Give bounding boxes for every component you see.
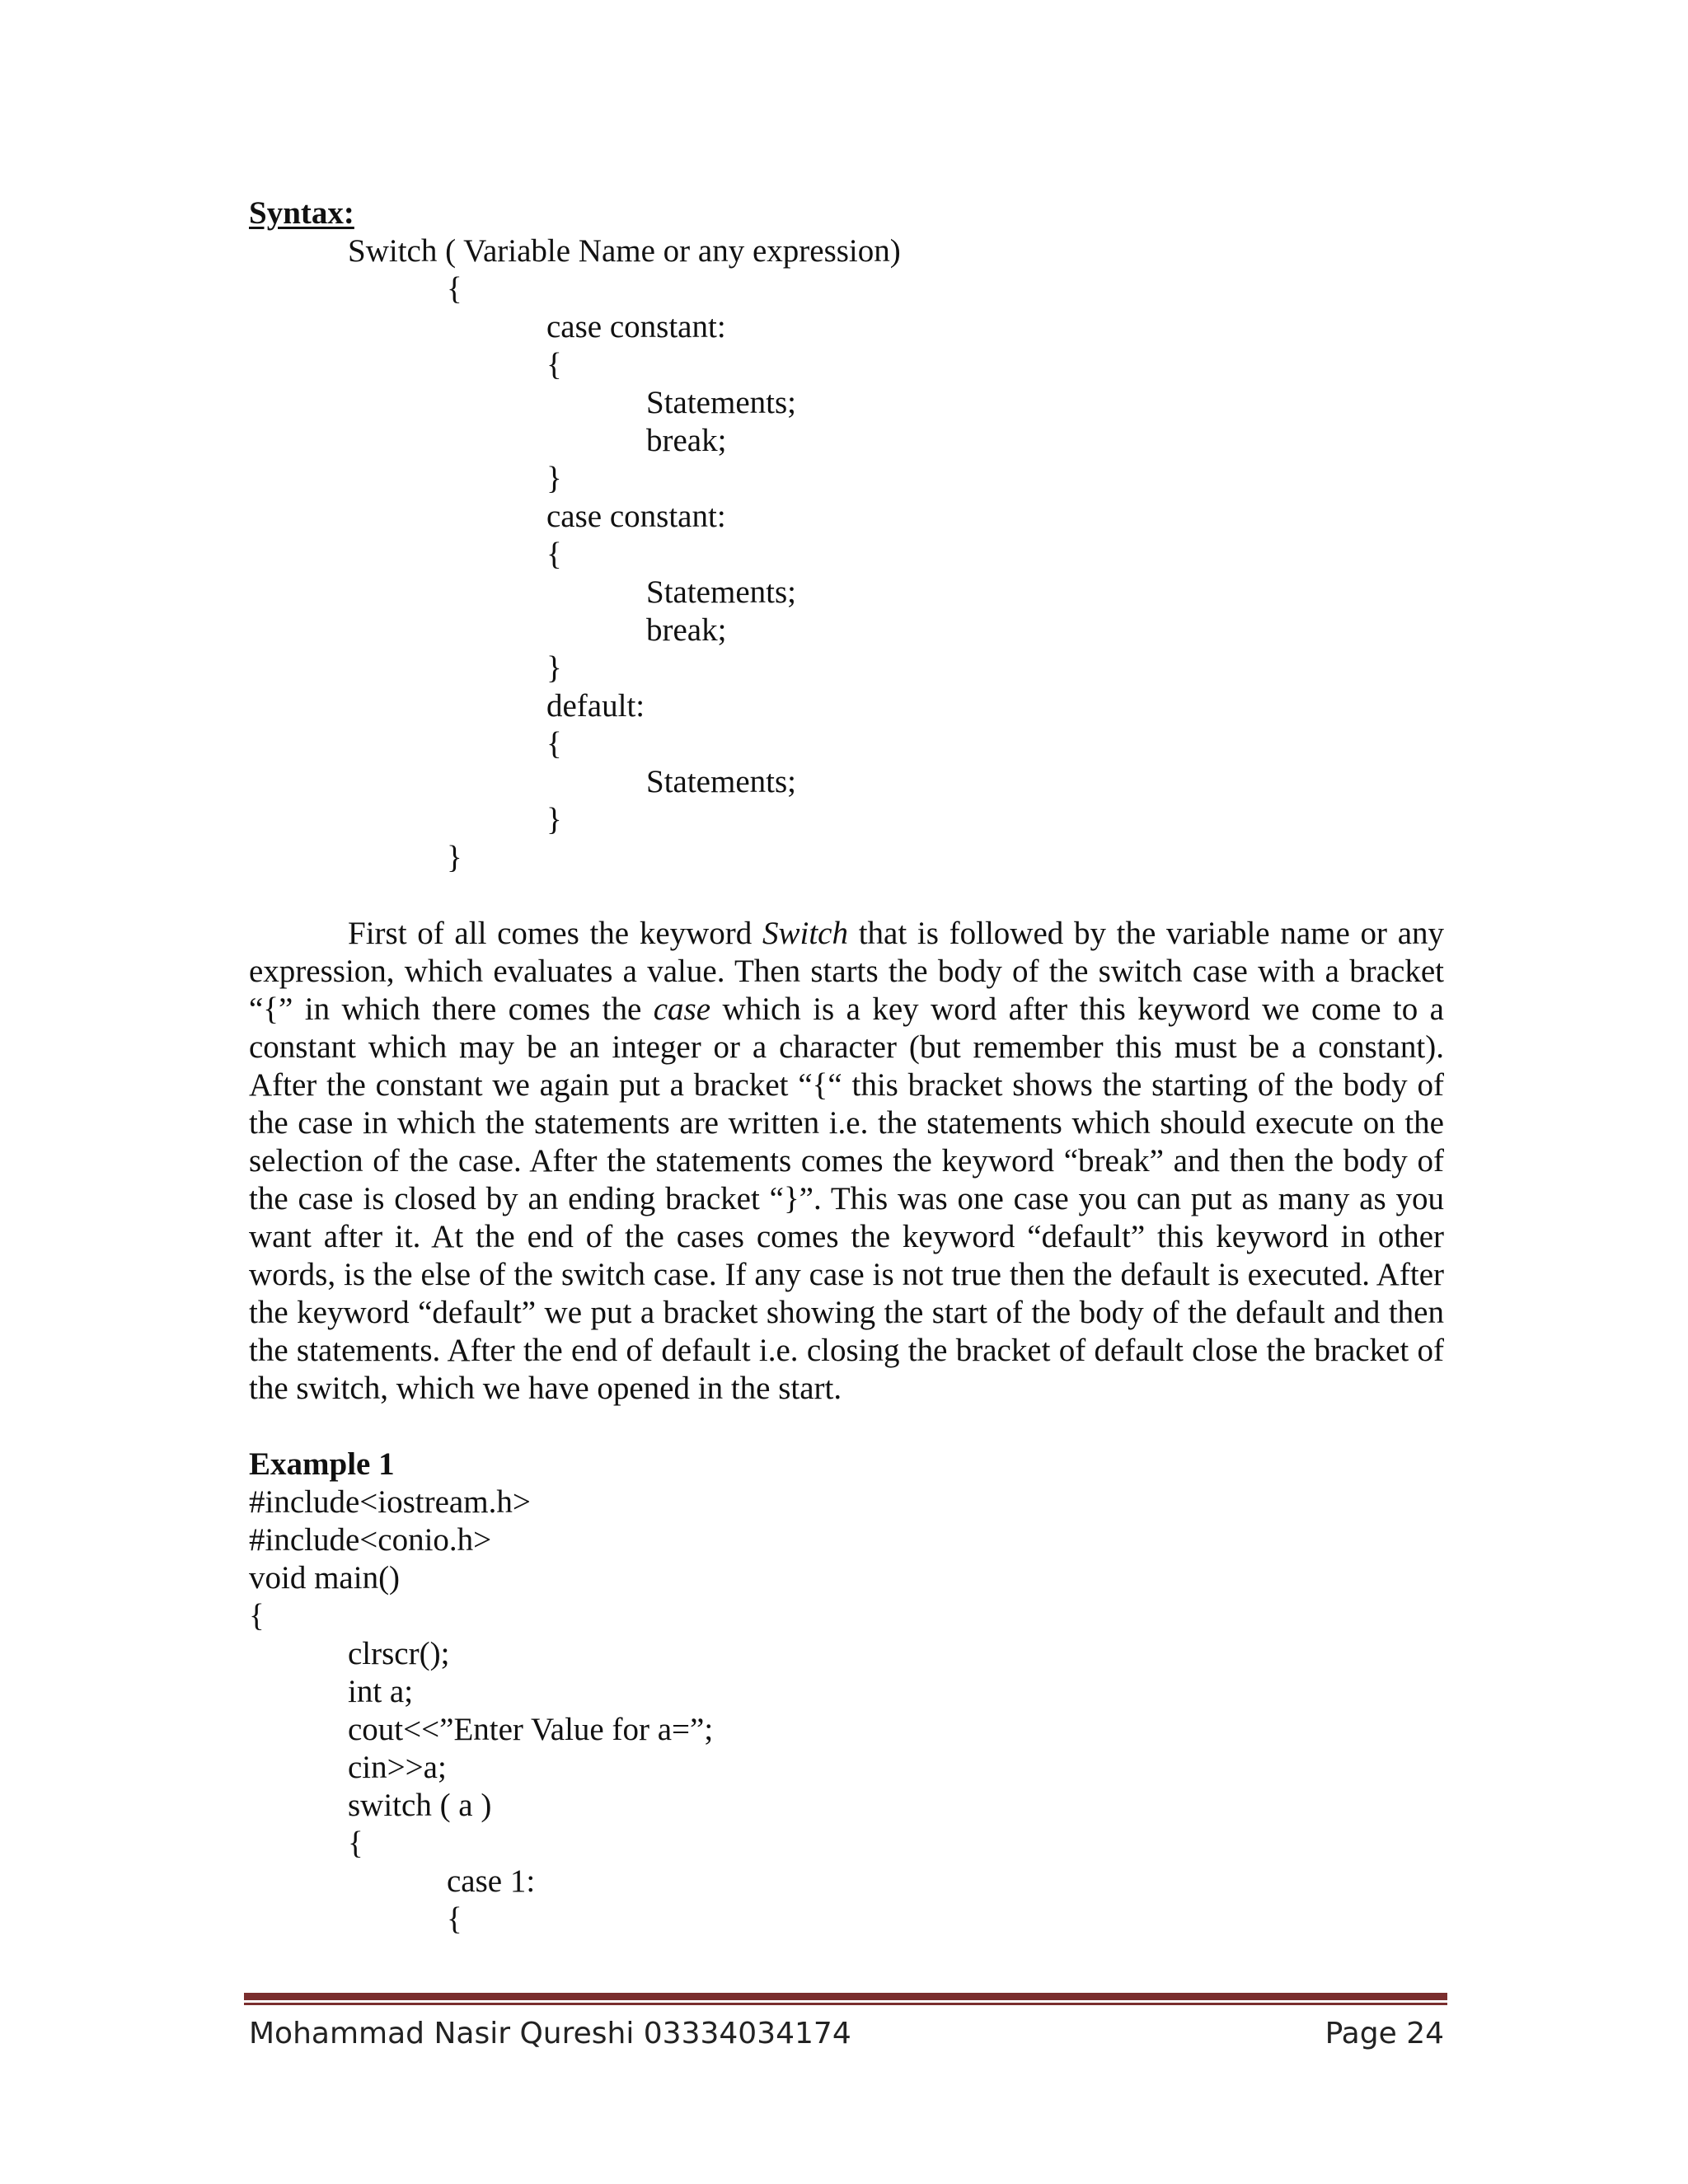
paragraph-text: which is a key word after this keyword we come to a constant which may be an integer or a character (but remember this must be a constant). After the constant we again put a bracket “{“ this bracket shows the starting of the body of the case in which the statements are written i.e. the statements which should execute on the selection of the case. After the statements comes the keyword “break” and then the body of the case is closed by an ending bracket “}”. This was one case you can put as many as you want after it. At the end of the cases comes the keyword “default” this keyword in other words, is the else of the switch case. If any case is not true then the default is executed. After the keyword “default” we put a bracket showing the start of the body of the default and then the statements. After the end of default i.e. closing the bracket of default close the bracket of the switch, which we have opened in the start. <box>249 991 1444 1406</box>
footer-author: Mohammad Nasir Qureshi 03334034174 <box>249 2017 851 2050</box>
spacer <box>249 877 1444 915</box>
syntax-line: case constant: <box>546 309 726 344</box>
syntax-line: Statements; <box>646 764 796 799</box>
paragraph-text: First of all comes the keyword <box>348 916 762 951</box>
syntax-line: { <box>546 726 562 762</box>
code-line: int a; <box>348 1674 414 1709</box>
example-heading: Example 1 <box>249 1446 395 1482</box>
paragraph-italic-keyword: case <box>653 991 711 1027</box>
page-footer <box>249 2011 1444 2057</box>
syntax-line: Switch ( Variable Name or any expression) <box>348 233 901 269</box>
syntax-line: } <box>546 802 562 837</box>
page-number: Page 24 <box>1325 2017 1444 2050</box>
paragraph-italic-keyword: Switch <box>762 916 848 951</box>
syntax-line: } <box>546 461 562 496</box>
code-line: { <box>447 1901 462 1937</box>
syntax-line: Statements; <box>646 385 796 420</box>
code-line: #include<iostream.h> <box>249 1484 531 1520</box>
paragraph-text: that is followed by the variable name or any expression, which evaluates a value. Then starts the body of the switch case with a bracket “{” in which there comes the <box>249 916 1444 1027</box>
syntax-block <box>249 232 1444 877</box>
code-line: cin>>a; <box>348 1750 447 1785</box>
syntax-line: default: <box>546 688 645 724</box>
syntax-heading: Syntax: <box>249 195 354 231</box>
code-line: { <box>348 1825 363 1861</box>
page-content <box>249 194 1444 1938</box>
explanation-paragraph <box>249 915 1444 1408</box>
code-line: cout<<”Enter Value for a=”; <box>348 1712 714 1747</box>
code-line: void main() <box>249 1560 401 1596</box>
footer-divider-thin <box>244 2003 1447 2005</box>
syntax-line: } <box>546 650 562 686</box>
syntax-line: } <box>447 840 462 875</box>
syntax-line: break; <box>646 423 727 458</box>
code-line: clrscr(); <box>348 1636 450 1671</box>
syntax-line: Statements; <box>646 574 796 610</box>
syntax-line: { <box>546 537 562 572</box>
example-code-block <box>249 1483 1444 1938</box>
syntax-line: { <box>546 347 562 382</box>
code-line: { <box>249 1598 265 1633</box>
syntax-line: { <box>447 271 462 307</box>
code-line: #include<conio.h> <box>249 1522 492 1558</box>
footer-divider <box>244 1993 1447 2000</box>
syntax-line: break; <box>646 612 727 648</box>
code-line: case 1: <box>447 1863 536 1899</box>
syntax-line: case constant: <box>546 499 726 534</box>
code-line: switch ( a ) <box>348 1788 492 1823</box>
spacer <box>249 1408 1444 1446</box>
